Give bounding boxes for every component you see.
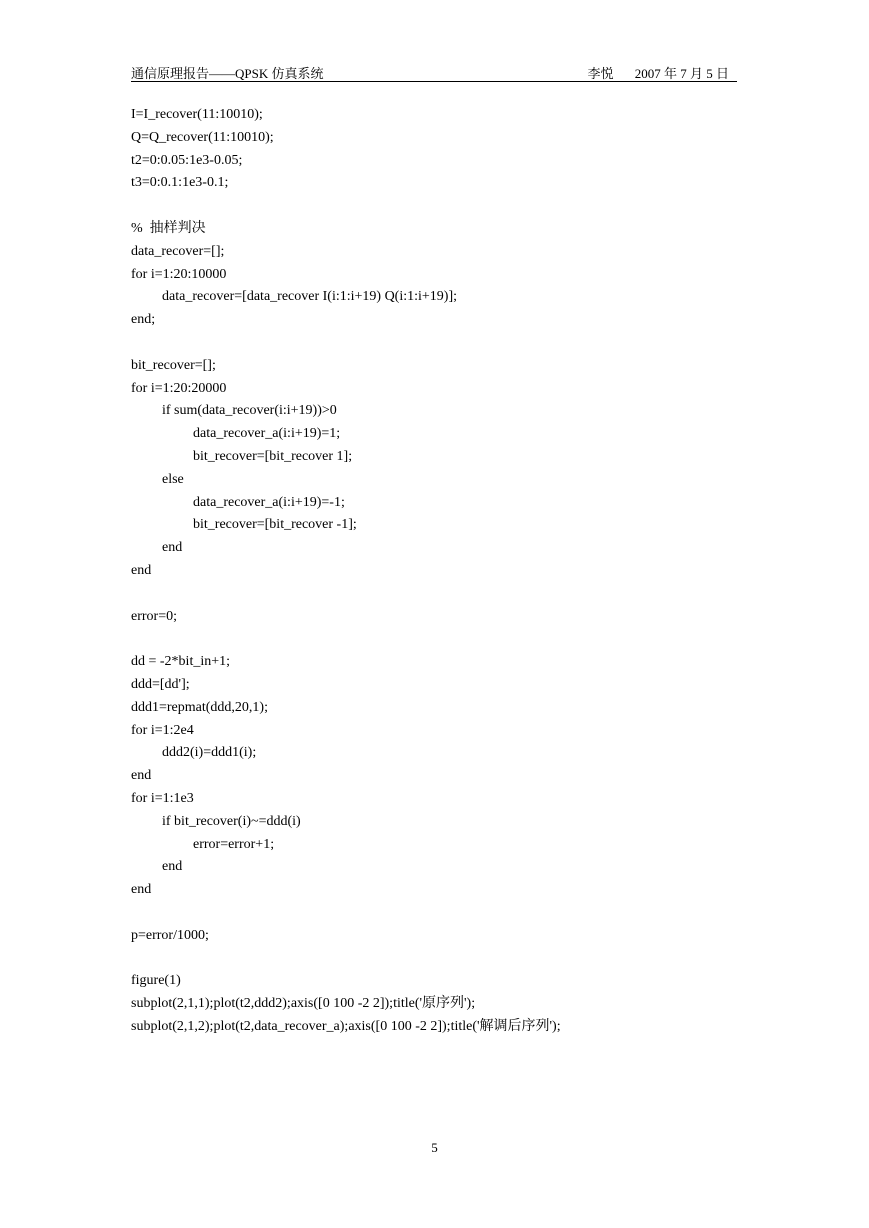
code-line: [131, 628, 771, 651]
code-line: end;: [131, 312, 156, 328]
code-line: dd = -2*bit_in+1;: [131, 654, 231, 670]
page-header: [131, 61, 737, 82]
code-line: bit_recover=[];: [131, 357, 216, 373]
code-line: for i=1:2e4: [131, 722, 194, 738]
page-number: 5: [431, 1140, 438, 1155]
code-line: bit_recover=[bit_recover -1];: [193, 517, 357, 533]
code-line: I=I_recover(11:10010);: [131, 107, 263, 122]
code-line: % 抽样判决: [131, 220, 206, 236]
code-line: for i=1:20:20000: [131, 380, 227, 396]
code-line: if sum(data_recover(i:i+19))>0: [162, 403, 337, 419]
code-line: subplot(2,1,2);plot(t2,data_recover_a);axis([0 100 -2 2]);title('解调后序列');: [131, 1018, 561, 1034]
code-line: bit_recover=[bit_recover 1];: [193, 448, 353, 464]
code-line: data_recover_a(i:i+19)=1;: [193, 426, 341, 442]
code-line: end: [162, 540, 183, 556]
code-line: end: [131, 882, 152, 898]
code-line: [131, 902, 771, 925]
code-line: ddd2(i)=ddd1(i);: [162, 745, 257, 761]
code-line: [131, 583, 771, 606]
code-line: [131, 332, 771, 355]
code-line: data_recover=[];: [131, 243, 225, 259]
code-line: t2=0:0.05:1e3-0.05;: [131, 152, 243, 168]
code-line: [131, 947, 771, 970]
code-line: end: [131, 768, 152, 784]
code-line: for i=1:20:10000: [131, 266, 227, 282]
code-line: [131, 195, 771, 218]
code-line: if bit_recover(i)~=ddd(i): [162, 813, 301, 829]
code-line: end: [131, 562, 152, 578]
code-line: ddd=[dd'];: [131, 676, 190, 692]
header-date: 2007 年 7 月 5 日: [634, 66, 729, 81]
code-line: error=error+1;: [193, 836, 275, 852]
header-meta: [587, 63, 729, 82]
code-line: data_recover_a(i:i+19)=-1;: [193, 494, 345, 510]
code-line: figure(1): [131, 973, 181, 989]
header-author: 李悦: [587, 66, 614, 81]
code-line: p=error/1000;: [131, 927, 209, 943]
header-title: 通信原理报告——QPSK 仿真系统: [131, 66, 324, 81]
code-line: ddd1=repmat(ddd,20,1);: [131, 699, 268, 715]
code-line: t3=0:0.1:1e3-0.1;: [131, 175, 229, 191]
code-line: end: [162, 859, 183, 875]
code-line: subplot(2,1,1);plot(t2,ddd2);axis([0 100 -2 2]);title('原序列');: [131, 996, 476, 1012]
code-line: data_recover=[data_recover I(i:1:i+19) Q(i:1:i+19)];: [162, 289, 458, 305]
code-line: error=0;: [131, 608, 177, 624]
code-listing: [131, 104, 771, 1039]
code-line: Q=Q_recover(11:10010);: [131, 129, 274, 145]
code-line: else: [162, 471, 184, 487]
code-line: for i=1:1e3: [131, 790, 194, 806]
